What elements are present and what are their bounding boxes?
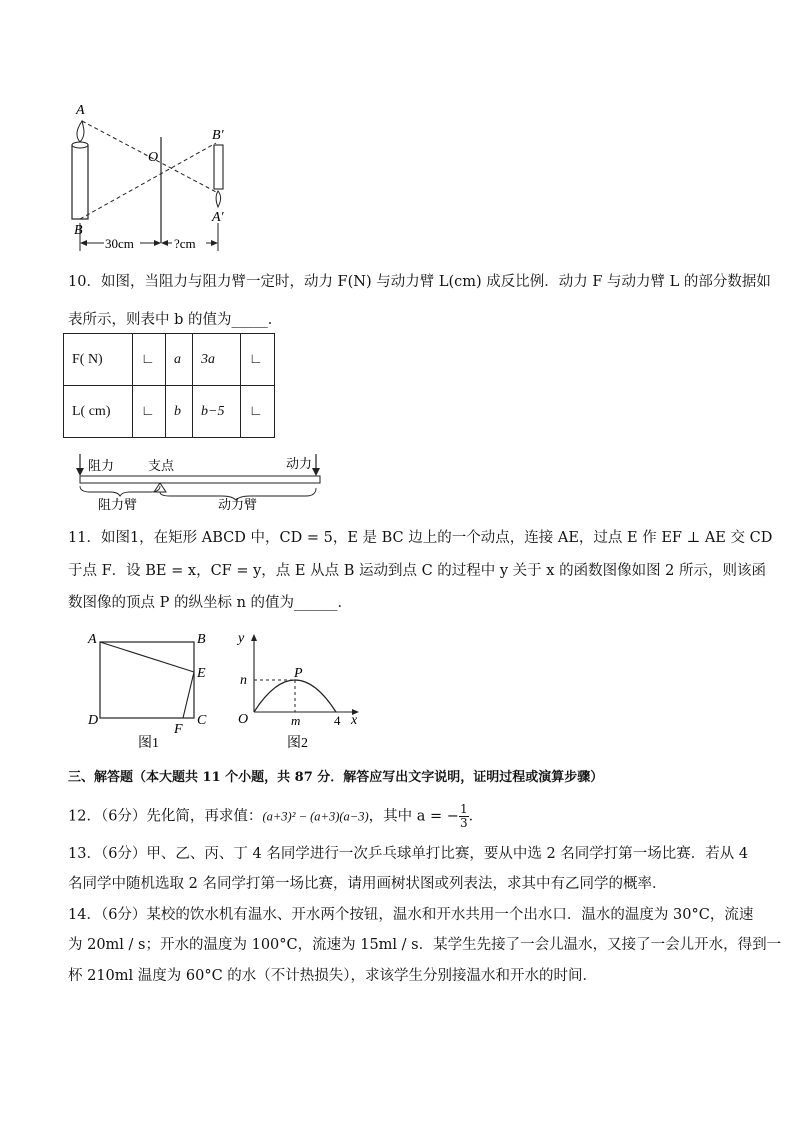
- lever-power-arm: 动力臂: [218, 497, 258, 512]
- table-cell: L( cm): [64, 386, 133, 438]
- q14-line1: 14．（6分）某校的饮水机有温水、开水两个按钮，温水和开水共用一个出水口．温水的温度为 30°C，流速: [68, 907, 754, 923]
- table-cell: ∟: [133, 334, 166, 386]
- table-cell: a: [166, 334, 193, 386]
- table-cell: 3a: [193, 334, 241, 386]
- label-A-prime: A′: [212, 210, 224, 225]
- lever-figure: [72, 452, 327, 514]
- fig2-m: m: [291, 713, 301, 728]
- fig1-A: A: [88, 632, 97, 647]
- q11-line2: 于点 F．设 BE = x，CF = y，点 E 从点 B 运动到点 C 的过程中 y 关于 x 的函数图像如图 2 所示，则该函: [68, 563, 767, 579]
- lever-fulcrum: 支点: [148, 458, 175, 473]
- fig1-F: F: [174, 722, 183, 737]
- q14-line2: 为 20ml / s；开水的温度为 100°C，流速为 15ml / s．某学生先接了一会儿温水，又接了一会儿开水，得到一: [68, 937, 782, 953]
- q12-fraction: [459, 803, 469, 830]
- fig1-D: D: [88, 713, 99, 728]
- fig2-four: 4: [334, 713, 341, 728]
- q13-line1: 13．（6分）甲、乙、丙、丁 4 名同学进行一次乒乓球单打比赛，要从中选 2 名同学打第一场比赛．若从 4: [68, 846, 749, 862]
- dist-right-label: ?cm: [174, 236, 196, 251]
- fig2-O: O: [238, 712, 249, 727]
- table-cell: ∟: [241, 386, 275, 438]
- table-row: [64, 334, 275, 386]
- label-A: A: [76, 103, 85, 118]
- fig1-E: E: [197, 666, 206, 681]
- q10-line1: 10．如图，当阻力与阻力臂一定时，动力 F(N) 与动力臂 L(cm) 成反比例．动力 F 与动力臂 L 的部分数据如: [68, 274, 771, 290]
- q11-line3: 数图像的顶点 P 的纵坐标 n 的值为______．: [68, 595, 353, 611]
- fig2-graph: [232, 628, 367, 754]
- candle-pinhole-figure: [60, 95, 240, 260]
- table-cell: b−5: [193, 386, 241, 438]
- fig1-caption: 图1: [138, 736, 159, 751]
- q13-line2: 名同学中随机选取 2 名同学打第一场比赛，请用画树状图或列表法，求其中有乙同学的概率．: [68, 876, 667, 892]
- lever-power: 动力: [286, 456, 313, 471]
- fraction-denominator: 3: [459, 816, 468, 830]
- fraction-numerator: 1: [459, 802, 468, 816]
- table-cell: b: [166, 386, 193, 438]
- table-cell: ∟: [133, 386, 166, 438]
- lever-resist: 阻力: [88, 458, 115, 473]
- table-cell: ∟: [241, 334, 275, 386]
- label-B: B: [74, 223, 83, 238]
- label-B-prime: B′: [212, 128, 224, 143]
- q12-prefix: 12．（6分）先化简，再求值：: [68, 808, 263, 825]
- q12-expression: (a+3)² − (a+3)(a−3): [262, 809, 369, 824]
- fig2-x: x: [351, 713, 358, 728]
- label-O: O: [148, 150, 159, 165]
- fig1-C: C: [197, 713, 207, 728]
- table-row: [64, 386, 275, 438]
- q12-end: ．: [468, 808, 484, 825]
- table-cell: F( N): [64, 334, 133, 386]
- q11-line1: 11．如图1，在矩形 ABCD 中，CD = 5，E 是 BC 边上的一个动点，连接 AE，过点 E 作 EF ⊥ AE 交 CD: [68, 530, 773, 546]
- fig1-rectangle: [80, 625, 220, 753]
- q12-mid: ，其中 a = −: [368, 808, 459, 825]
- fig2-P: P: [294, 666, 303, 681]
- fig1-B: B: [197, 632, 206, 647]
- q10-line2: 表所示，则表中 b 的值为_____．: [68, 312, 283, 328]
- fig2-caption: 图2: [287, 736, 308, 751]
- fig2-n: n: [240, 673, 247, 688]
- fig2-y: y: [238, 631, 245, 646]
- q14-line3: 杯 210ml 温度为 60°C 的水（不计热损失），求该学生分别接温水和开水的时间．: [68, 968, 598, 984]
- q12-line: [68, 803, 483, 830]
- section3-heading: 三、解答题（本大题共 11 个小题，共 87 分．解答应写出文字说明，证明过程或演算步骤）: [68, 770, 604, 785]
- dist-left-label: 30cm: [105, 236, 134, 251]
- lever-resist-arm: 阻力臂: [98, 497, 138, 512]
- force-arm-table: [63, 333, 275, 438]
